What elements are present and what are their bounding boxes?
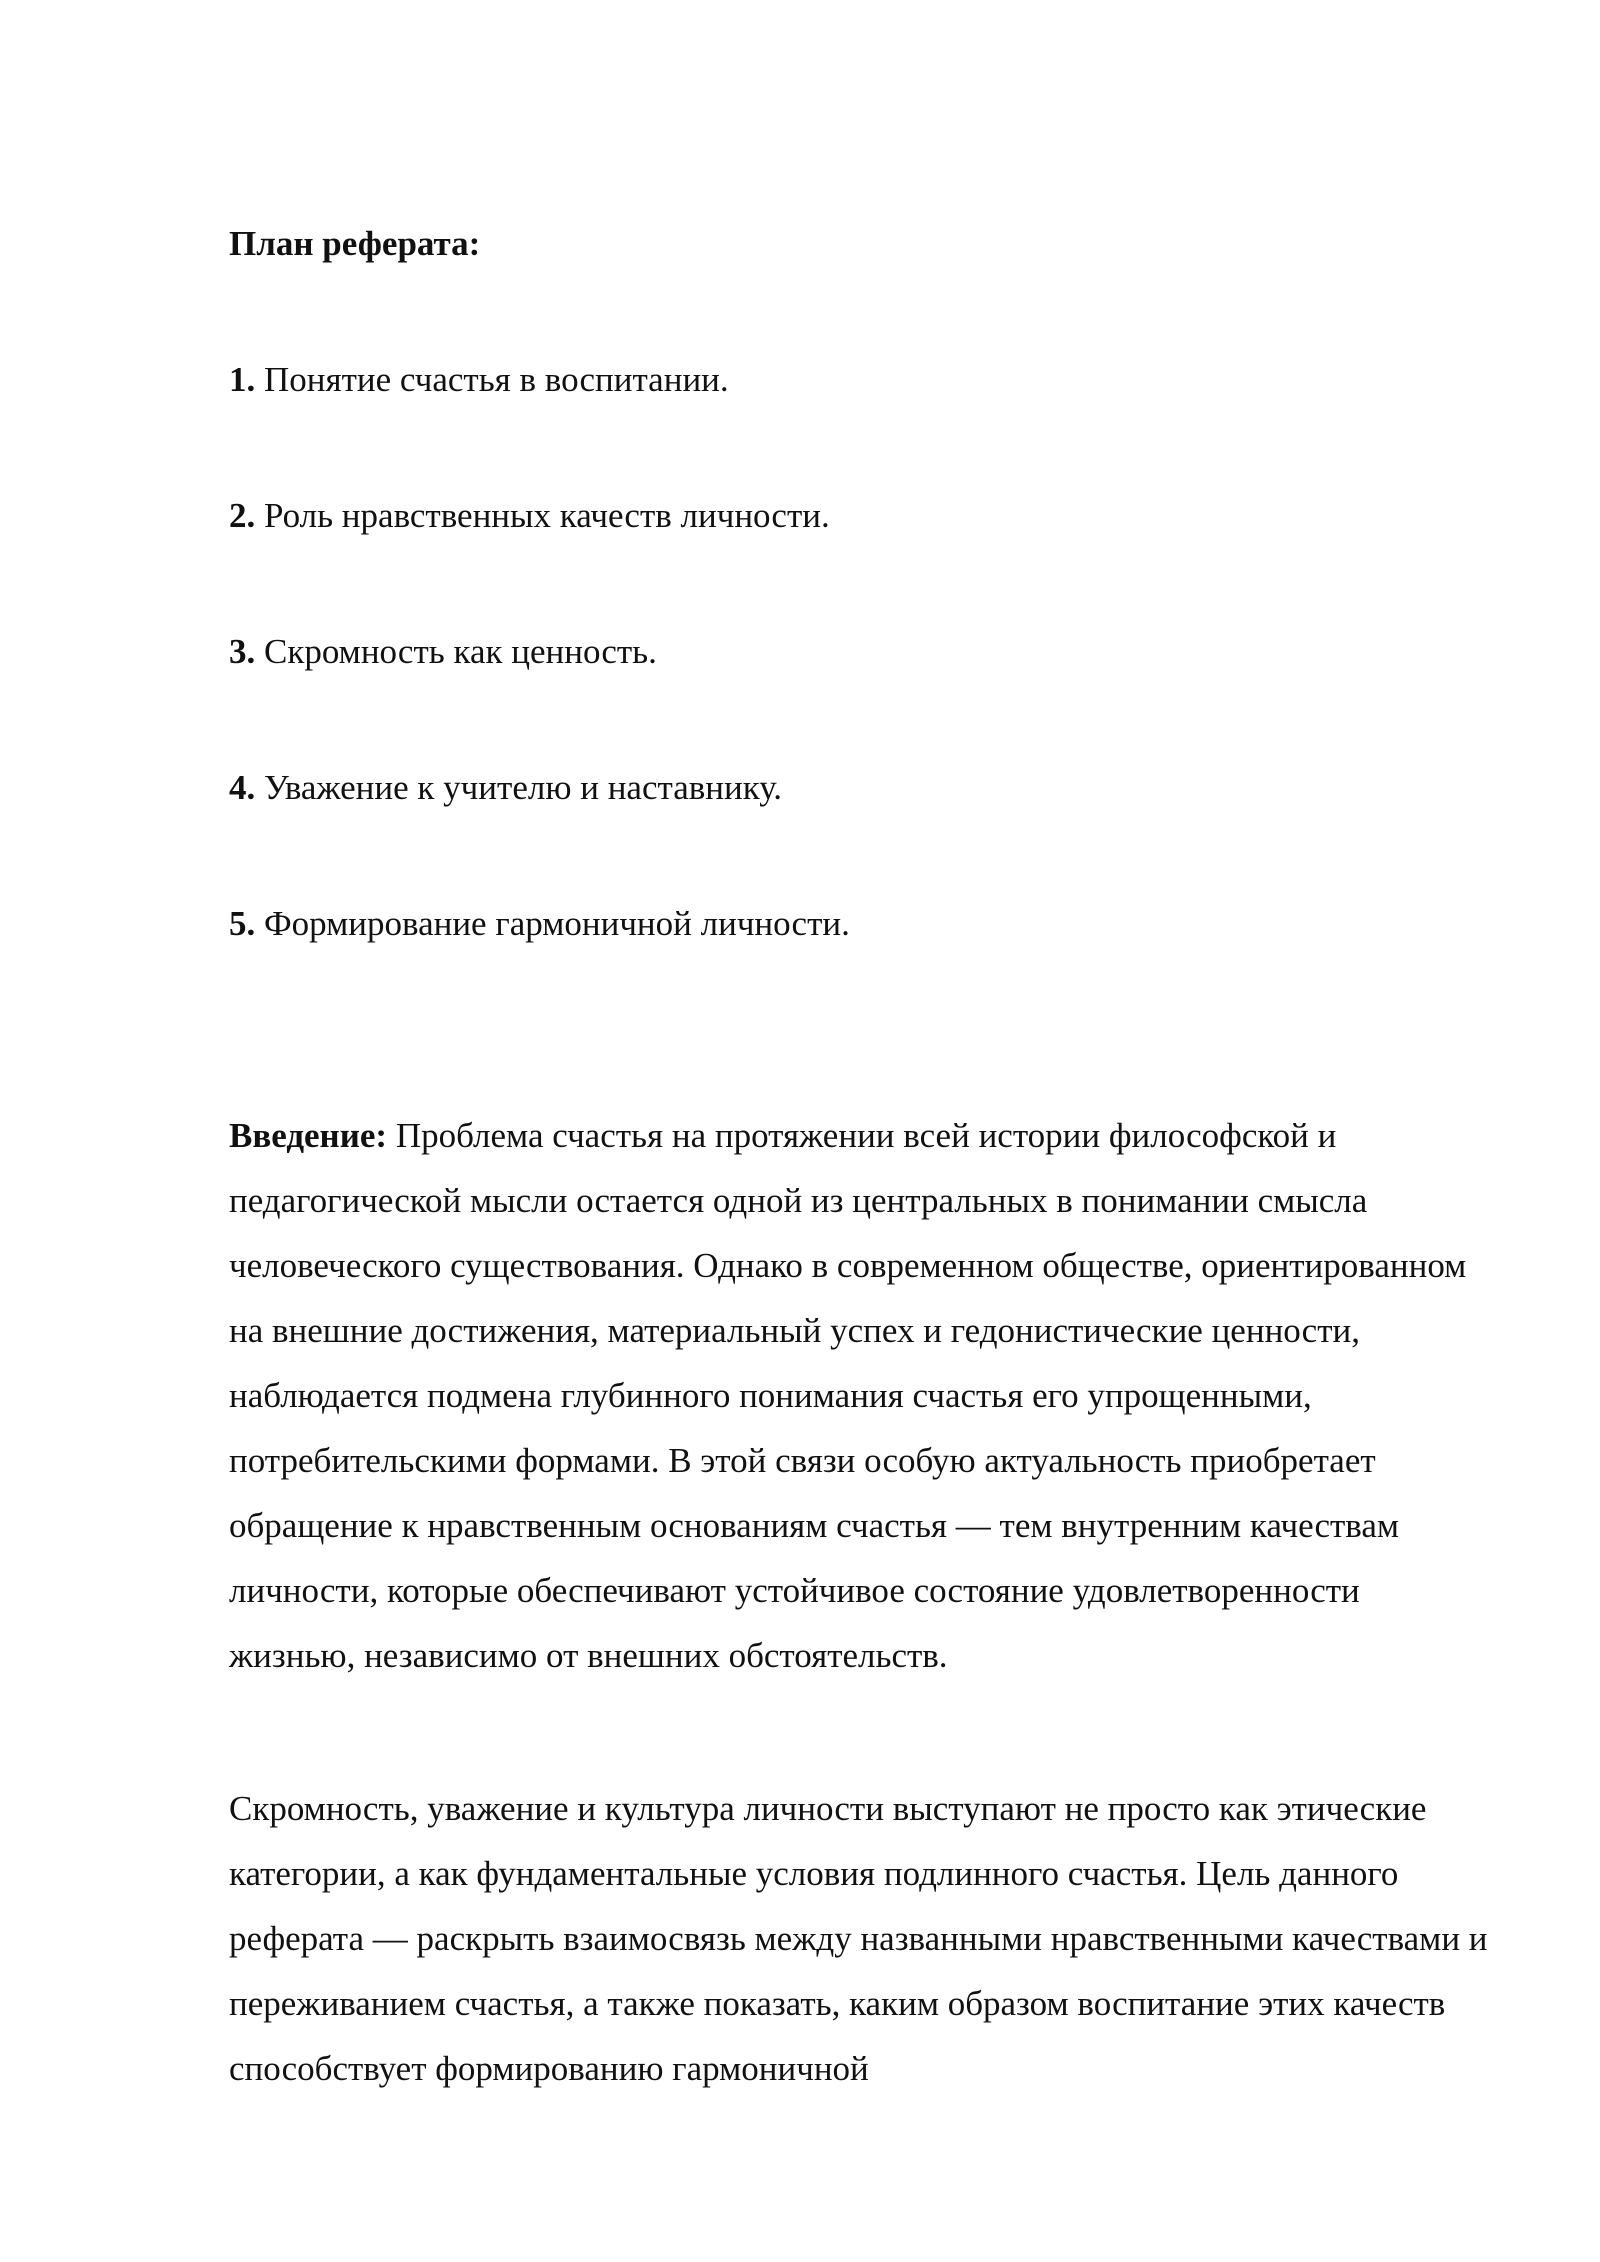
plan-item-text: Уважение к учителю и наставнику. <box>255 768 782 807</box>
plan-item-text: Понятие счастья в воспитании. <box>255 360 729 399</box>
plan-title: План реферата: <box>229 224 481 263</box>
introduction-text: Проблема счастья на протяжении всей истории философской и педагогической мысли остается одной из центральных в понимании смысла человеческого существования. Однако в современном обществе, ориентированном на внешние достижения, материальный успех и гедонистические ценности, наблюдается подмена глубинного понимания счастья его упрощенными, потребительскими формами. В этой связи особую актуальность приобретает обращение к нравственным основаниям счастья — тем внутренним качествам личности, которые обеспечивают устойчивое состояние удовлетворенности жизнью, независимо от внешних обстоятельств. <box>229 1116 1467 1675</box>
introduction-label: Введение: <box>229 1116 388 1155</box>
plan-item-number: 1. <box>229 360 256 399</box>
plan-item-number: 2. <box>229 496 256 535</box>
plan-item-4 <box>229 762 782 814</box>
plan-item-1 <box>229 354 729 406</box>
plan-item-number: 3. <box>229 632 256 671</box>
plan-item-2 <box>229 490 830 542</box>
plan-item-text: Скромность как ценность. <box>255 632 657 671</box>
plan-item-5 <box>229 898 850 950</box>
plan-item-text: Роль нравственных качеств личности. <box>255 496 830 535</box>
plan-item-text: Формирование гармоничной личности. <box>255 904 850 943</box>
body-paragraph: Скромность, уважение и культура личности выступают не просто как этические категории, а как фундаментальные условия подлинного счастья. Цель данного реферата — раскрыть взаимосвязь между названными нравственными качествами и переживанием счастья, а также показать, каким образом воспитание этих качеств способствует формированию гармоничной <box>229 1789 1488 2088</box>
plan-item-number: 5. <box>229 904 256 943</box>
introduction-paragraph <box>229 1103 1491 1688</box>
plan-item-number: 4. <box>229 768 256 807</box>
plan-item-3 <box>229 626 657 678</box>
